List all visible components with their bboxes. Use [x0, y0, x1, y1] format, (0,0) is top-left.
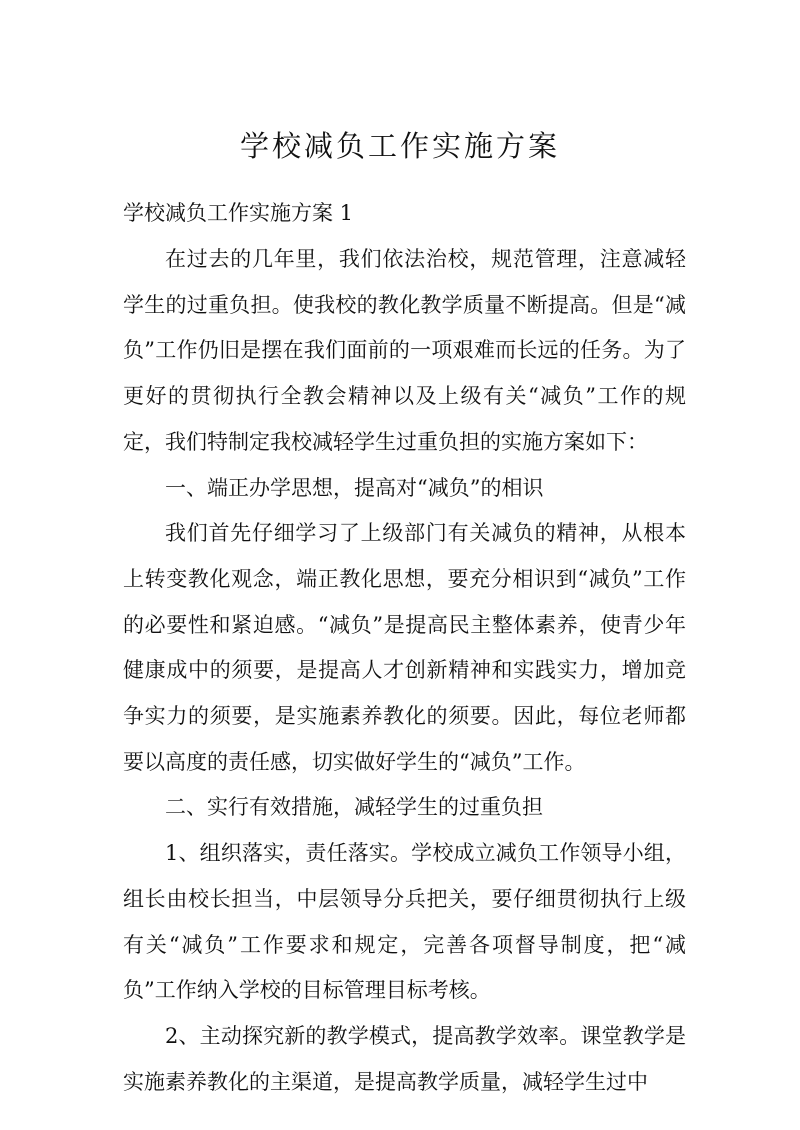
section-heading-2: 二、实行有效措施，减轻学生的过重负担	[165, 795, 543, 820]
section-2-item-1: 1、组织落实，责任落实。学校成立减负工作领导小组，组长由校长担当，中层领导分兵把关，要仔细贯彻执行上级有关“减负”工作要求和规定，完善各项督导制度，把“减负”工作纳入学校的目标管理目标考核。	[123, 841, 686, 1003]
section-heading-1: 一、端正办学思想，提高对“减负”的相识	[165, 475, 544, 500]
document-body	[123, 237, 686, 1105]
intro-paragraph: 在过去的几年里，我们依法治校，规范管理，注意减轻学生的过重负担。使我校的教化教学质量不断提高。但是“减负”工作仍旧是摆在我们面前的一项艰难而长远的任务。为了更好的贯彻执行全教会精神以及上级有关“减负”工作的规定，我们特制定我校减轻学生过重负担的实施方案如下：	[123, 247, 686, 454]
document-subtitle: 学校减负工作实施方案 1	[123, 201, 354, 225]
document-title: 学校减负工作实施方案	[239, 129, 560, 163]
section-2-item-2: 2、主动探究新的教学模式，提高教学效率。课堂教学是实施素养教化的主渠道，是提高教学质量，减轻学生过中	[123, 1023, 686, 1094]
section-1-paragraph: 我们首先仔细学习了上级部门有关减负的精神，从根本上转变教化观念，端正教化思想，要充分相识到“减负”工作的必要性和紧迫感。“减负”是提高民主整体素养，使青少年健康成中的须要，是提高人才创新精神和实践实力，增加竞争实力的须要，是实施素养教化的须要。因此，每位老师都要以高度的责任感，切实做好学生的“减负”工作。	[123, 521, 686, 774]
